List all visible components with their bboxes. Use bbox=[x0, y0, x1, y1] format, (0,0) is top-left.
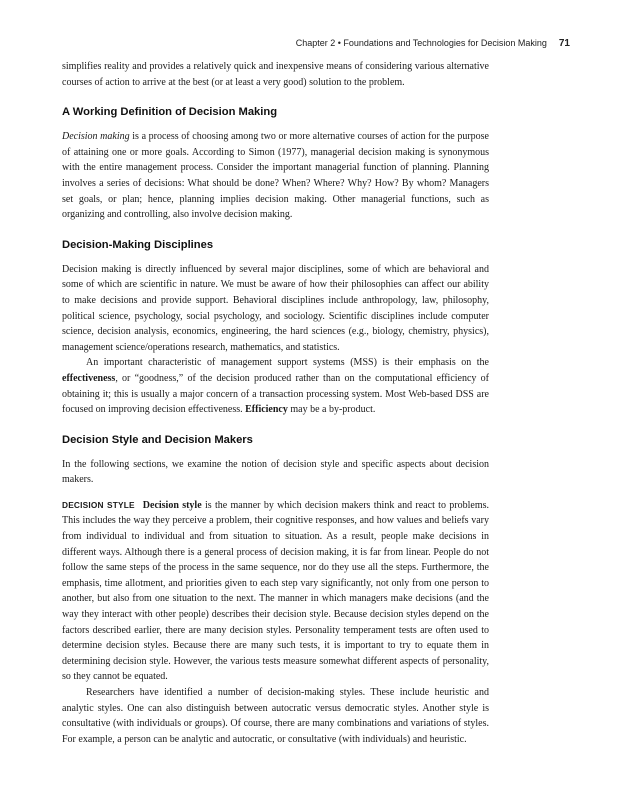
paragraph-researchers: Researchers have identified a number of decision-making styles. These include heuristic and analytic styles. One can also distinguish between autocratic versus democratic styles. Another style is consultative (with individuals or groups). Of course, there are many combinations and variations of styles. For example, a person can be analytic and autocratic, or consultative (with individuals) and heuristic. bbox=[62, 687, 489, 745]
paragraph-mss-effectiveness bbox=[62, 355, 489, 417]
term-efficiency: Efficiency bbox=[245, 404, 288, 416]
running-header bbox=[62, 38, 570, 49]
page-body bbox=[62, 59, 489, 747]
paragraph-disciplines: Decision making is directly influenced by several major disciplines, some of which are behavioral and some of which are scientific in nature. We must be aware of how their philosophies can affect our ability to make decisions and provide support. Behavioral disciplines include anthropology, law, philosophy, political science, psychology, social psychology, and sociology. Scientific disciplines include computer science, decision analysis, economics, engineering, the hard sciences (e.g., biology, chemistry, physics), management science/operations research, mathematics, and statistics. bbox=[62, 263, 489, 353]
heading-decision-style: Decision Style and Decision Makers bbox=[62, 433, 253, 446]
definition-text: is a process of choosing among two or more alternative courses of action for the purpose of attaining one or more goals. According to Simon (1977), managerial decision making is synonymous with the entire management process. Consider the important managerial function of planning. Planning involves a series of decisions: What should be done? When? Where? Why? How? By whom? Managers set goals, or plan; hence, planning implies decision making. Other managerial functions, such as organizing and controlling, also involve decision making. bbox=[62, 131, 489, 221]
mss-text-a: An important characteristic of management support systems (MSS) is their emphasis on the bbox=[86, 357, 489, 369]
running-head-text: Chapter 2 • Foundations and Technologies for Decision Making bbox=[295, 38, 547, 48]
mss-text-c: , or “goodness,” of the decision produced rather than on the computational efficiency of obtaining it; this is usually a major concern of a transaction processing system. Most Web-based DSS are focused on improving decision effectiveness. bbox=[62, 372, 489, 416]
paragraph-style-intro: In the following sections, we examine the notion of decision style and specific aspects about decision makers. bbox=[62, 458, 489, 486]
mss-text-e: may be a by-product. bbox=[287, 404, 376, 416]
paragraph-intro: simplifies reality and provides a relatively quick and inexpensive means of considering various alternative courses of action to arrive at the best (or at least a very good) solution to the problem. bbox=[62, 61, 489, 88]
term-decision-style: Decision style bbox=[142, 499, 202, 511]
runin-heading-decision-style: DECISION STYLE bbox=[62, 499, 135, 510]
paragraph-decision-style bbox=[62, 498, 489, 685]
paragraph-definition bbox=[62, 129, 489, 223]
term-effectiveness: effectiveness bbox=[62, 372, 116, 384]
heading-disciplines: Decision-Making Disciplines bbox=[62, 238, 214, 251]
decision-style-text: is the manner by which decision makers think and react to problems. This includes the way they perceive a problem, their cognitive responses, and how values and beliefs vary from individual to individual and from situation to situation. As a result, people make decisions in different ways. Although there is a general process of decision making, it is far from linear. People do not follow the same steps of the process in the same sequence, nor do they use all the steps. Furthermore, the emphasis, time allotment, and priorities given to each step vary significantly, not only from one person to another, but also from one situation to the next. The manner in which managers make decisions (and the way they interact with other people) describes their decision style. Because decision styles depend on the factors described earlier, there are many decision styles. Personality temperament tests are often used to determine decision styles. Because there are many such tests, it is important to try to equate them in determining decision style. However, the various tests measure somewhat different aspects of personality, so they cannot be equated. bbox=[62, 499, 489, 683]
heading-working-definition: A Working Definition of Decision Making bbox=[62, 106, 278, 119]
term-decision-making: Decision making bbox=[62, 131, 130, 143]
page-number: 71 bbox=[558, 38, 570, 49]
